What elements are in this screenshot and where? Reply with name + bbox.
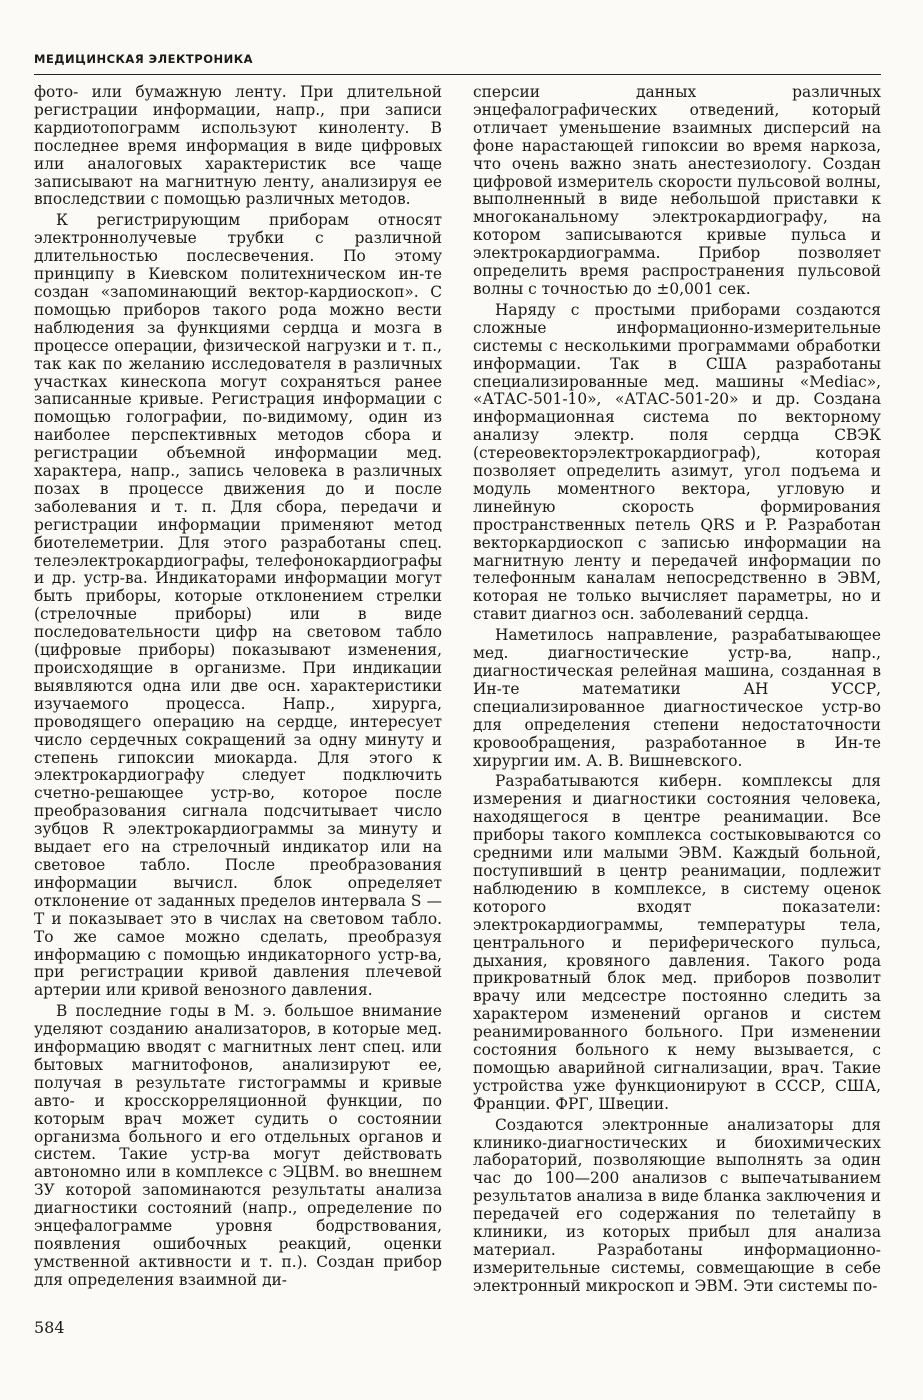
paragraph: Наряду с простыми приборами создаются сложные информационно-измерительные системы с несколькими программами обработки информации. Так в США разработаны специализированные мед. машины «Mediac», «АТАС-501-10», «АТАС-501-20» и др. Создана информационная система по векторному анализу электр. поля сердца СВЭК (стереовекторэлектрокардиограф), которая позволяет определить азимут, угол подъема и модуль моментного вектора, угловую и линейную скорость формирования пространственных петель QRS и P. Разработан векторкардиоскоп с записью информации на магнитную ленту и передачей информации по телефонным каналам непосредственно в ЭВМ, которая не только вычисляет параметры, но и ставит диагноз осн. заболеваний сердца. — [473, 300, 881, 624]
paragraph: Наметилось направление, разрабатывающее мед. диагностические устр-ва, напр., диагностическая релейная машина, созданная в Ин-те математики АН УССР, специализированное диагностическое устр-во для определения степени недостаточности кровообращения, разработанное в Ин-те хирургии им. А. В. Вишневского. — [473, 626, 881, 770]
page-number: 584 — [34, 1318, 65, 1337]
right-column — [473, 84, 881, 1296]
paragraph: В последние годы в М. э. большое внимание уделяют созданию анализаторов, в которые мед. информацию вводят с магнитных лент спец. или бытовых магнитофонов, анализируют ее, получая в результате гистограммы и кривые авто- и кросскорреляционной функции, по которым врач может судить о состоянии организма больного и его отдельных органов и систем. Такие устр-ва могут действовать автономно или в комплексе с ЭЦВМ. во внешнем ЗУ которой запоминаются результаты анализа диагностики состояний (напр., определение по энцефалограмме уровня бодрствования, появления ошибочных реакций, оценки умственной активности и т. п.). Создан прибор для определения взаимной ди- — [34, 1002, 442, 1289]
running-head: МЕДИЦИНСКАЯ ЭЛЕКТРОНИКА — [34, 52, 254, 66]
paragraph: сперсии данных различных энцефалографических отведений, который отличает уменьшение взаимных дисперсий на фоне нарастающей гипоксии во время наркоза, что очень важно знать анестезиологу. Создан цифровой измеритель скорости пульсовой волны, выполненный в виде небольшой приставки к многоканальному электрокардиографу, на котором записываются кривые пульса и электрокардиограмма. Прибор позволяет определить время распространения пульсовой волны с точностью до ±0,001 сек. — [473, 83, 881, 298]
header-rule — [34, 74, 881, 75]
paragraph: К регистрирующим приборам относят электроннолучевые трубки с различной длительностью послесвечения. По этому принципу в Киевском политехническом ин-те создан «запоминающий вектор-кардиоскоп». С помощью приборов такого рода можно вести наблюдения за функциями сердца и мозга в процессе операции, физической нагрузки и т. п., так как по желанию исследователя в различных участках кинескопа могут сохраняться ранее записанные кривые. Регистрация информации с помощью голографии, по-видимому, один из наиболее перспективных методов сбора и регистрации объемной информации мед. характера, напр., запись человека в различных позах в процессе движения до и после заболевания и т. п. Для сбора, передачи и регистрации информации применяют метод биотелеметрии. Для этого разработаны спец. телеэлектрокардиографы, телефонокардиографы и др. устр-ва. Индикаторами информации могут быть приборы, которые отклонением стрелки (стрелочные приборы) или в виде последовательности цифр на световом табло (цифровые приборы) показывают изменения, происходящие в организме. При индикации выявляются одна или две осн. характеристики изучаемого процесса. Напр., хирурга, проводящего операцию на сердце, интересует число сердечных сокращений за одну минуту и степень гипоксии миокарда. Для этого к электрокардиографу следует подключить счетно-решающее устр-во, которое после преобразования сигнала подсчитывает число зубцов R электрокардиограммы за минуту и выдает его на стрелочный индикатор или на световое табло. После преобразования информации вычисл. блок определяет отклонение от заданных пределов интервала S — T и показывает это в числах на световом табло. То же самое можно сделать, преобразуя информацию с помощью индикаторного устр-ва, при регистрации кривой давления плечевой артерии или кривой венозного давления. — [34, 211, 442, 1000]
left-column — [34, 84, 442, 1290]
paragraph: Создаются электронные анализаторы для клинико-диагностических и биохимических лабораторий, позволяющие выполнять за один час до 100—200 анализов с выпечатыванием результатов анализа в виде бланка заключения и передачей его содержания по телетайпу в клиники, из которых прибыл для анализа материал. Разработаны информационно-измерительные системы, совмещающие в себе электронный микроскоп и ЭВМ. Эти системы по- — [473, 1115, 881, 1295]
paragraph: фото- или бумажную ленту. При длительной регистрации информации, напр., при записи кардиотопограмм используют киноленту. В последнее время информация в виде цифровых или аналоговых характеристик все чаще записывают на магнитную ленту, анализируя ее впоследствии с помощью различных методов. — [34, 83, 442, 209]
paragraph: Разрабатываются киберн. комплексы для измерения и диагностики состояния человека, находящегося в центре реанимации. Все приборы такого комплекса состыковываются со средними или малыми ЭВМ. Каждый больной, поступивший в центр реанимации, подлежит наблюдению в комплексе, в систему оценок которого входят показатели: электрокардиограммы, температуры тела, центрального и периферического пульса, дыхания, кровяного давления. Такого рода прикроватный блок мед. приборов позволит врачу или медсестре постоянно следить за характером изменений органов и систем реанимированного больного. При изменении состояния больного к нему вызывается, с помощью аварийной сигнализации, врач. Такие устройства уже функционируют в СССР, США, Франции. ФРГ, Швеции. — [473, 772, 881, 1113]
